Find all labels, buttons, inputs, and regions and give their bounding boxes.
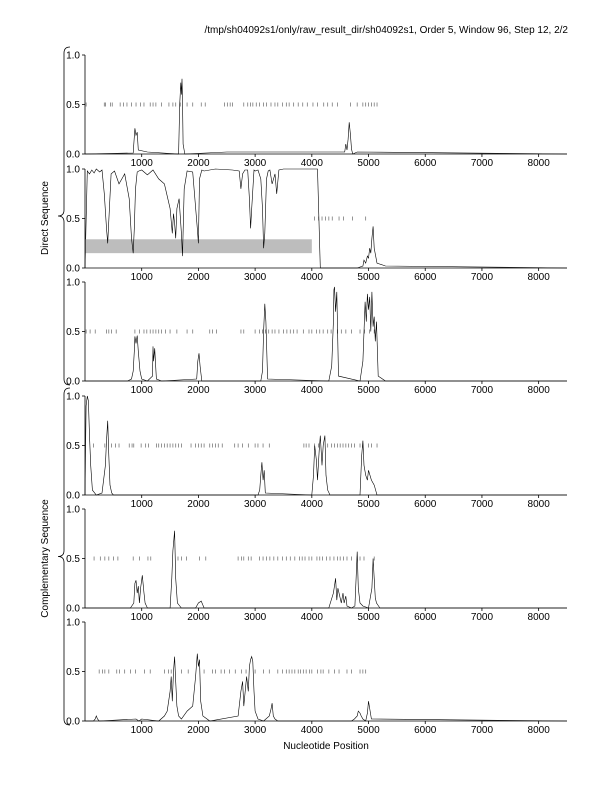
x-tick-label: 6000 xyxy=(414,385,437,396)
x-tick-label: 3000 xyxy=(243,499,267,510)
x-tick-label: 6000 xyxy=(414,272,437,283)
x-axis-title: Nucleotide Position xyxy=(283,741,369,752)
y-tick-label: 0.0 xyxy=(66,263,80,275)
x-tick-label: 1000 xyxy=(130,499,153,510)
y-tick-label: 1.0 xyxy=(66,617,80,629)
x-tick-label: 8000 xyxy=(527,725,550,736)
x-tick-label: 2000 xyxy=(187,725,210,736)
x-tick-label: 8000 xyxy=(527,612,550,623)
x-tick-label: 5000 xyxy=(357,499,380,510)
series-line xyxy=(85,79,567,154)
x-tick-label: 2000 xyxy=(187,499,210,510)
y-tick-label: 0.0 xyxy=(66,603,80,615)
series-line xyxy=(85,654,567,721)
x-tick-label: 3000 xyxy=(243,272,267,283)
y-tick-label: 0.0 xyxy=(66,376,80,388)
x-tick-label: 8000 xyxy=(527,272,550,283)
x-tick-label: 4000 xyxy=(300,158,323,169)
y-tick-label: 0.5 xyxy=(66,667,80,678)
x-tick-label: 3000 xyxy=(243,612,267,623)
x-tick-label: 5000 xyxy=(357,725,380,736)
group-label-direct: Direct Sequence xyxy=(40,181,51,255)
x-tick-label: 7000 xyxy=(470,612,494,623)
x-tick-label: 8000 xyxy=(527,158,550,169)
x-tick-label: 2000 xyxy=(187,272,210,283)
y-tick-label: 1.0 xyxy=(66,164,80,176)
page-title: /tmp/sh04092s1/only/raw_result_dir/sh04092s1, Order 5, Window 96, Step 12, 2/2 xyxy=(204,25,568,36)
y-tick-label: 1.0 xyxy=(66,50,80,62)
y-tick-label: 0.5 xyxy=(66,327,80,338)
x-tick-label: 6000 xyxy=(414,612,437,623)
x-tick-label: 5000 xyxy=(357,612,380,623)
x-tick-label: 7000 xyxy=(470,158,494,169)
x-tick-label: 3000 xyxy=(243,725,267,736)
y-tick-label: 0.0 xyxy=(66,490,80,502)
y-tick-label: 1.0 xyxy=(66,391,80,403)
y-tick-label: 0.5 xyxy=(66,554,80,565)
x-tick-label: 4000 xyxy=(300,499,323,510)
x-tick-label: 7000 xyxy=(470,725,494,736)
x-tick-label: 1000 xyxy=(130,725,153,736)
x-tick-label: 7000 xyxy=(470,499,494,510)
x-tick-label: 4000 xyxy=(300,272,323,283)
x-tick-label: 1000 xyxy=(130,385,153,396)
y-tick-label: 1.0 xyxy=(66,277,80,289)
series-line xyxy=(85,531,567,608)
y-tick-label: 1.0 xyxy=(66,504,80,516)
x-tick-label: 3000 xyxy=(243,158,267,169)
x-tick-label: 7000 xyxy=(470,385,494,396)
x-tick-label: 1000 xyxy=(130,272,153,283)
x-tick-label: 5000 xyxy=(357,272,380,283)
series-line xyxy=(85,396,567,495)
x-tick-label: 3000 xyxy=(243,385,267,396)
series-line xyxy=(85,287,567,381)
x-tick-label: 5000 xyxy=(357,158,380,169)
x-tick-label: 6000 xyxy=(414,158,437,169)
y-tick-label: 0.0 xyxy=(66,149,80,161)
y-tick-label: 0.5 xyxy=(66,100,80,111)
x-tick-label: 6000 xyxy=(414,725,437,736)
y-tick-label: 0.0 xyxy=(66,716,80,728)
x-tick-label: 1000 xyxy=(130,158,153,169)
x-tick-label: 6000 xyxy=(414,499,437,510)
y-tick-label: 0.5 xyxy=(66,441,80,452)
x-tick-label: 2000 xyxy=(187,158,210,169)
x-tick-label: 2000 xyxy=(187,612,210,623)
x-tick-label: 4000 xyxy=(300,725,323,736)
y-tick-label: 0.5 xyxy=(66,214,80,225)
x-tick-label: 1000 xyxy=(130,612,153,623)
group-label-complementary: Complementary Sequence xyxy=(40,499,51,618)
x-tick-label: 7000 xyxy=(470,272,494,283)
x-tick-label: 5000 xyxy=(357,385,380,396)
x-tick-label: 8000 xyxy=(527,499,550,510)
x-tick-label: 2000 xyxy=(187,385,210,396)
x-tick-label: 8000 xyxy=(527,385,550,396)
x-tick-label: 4000 xyxy=(300,612,323,623)
x-tick-label: 4000 xyxy=(300,385,323,396)
